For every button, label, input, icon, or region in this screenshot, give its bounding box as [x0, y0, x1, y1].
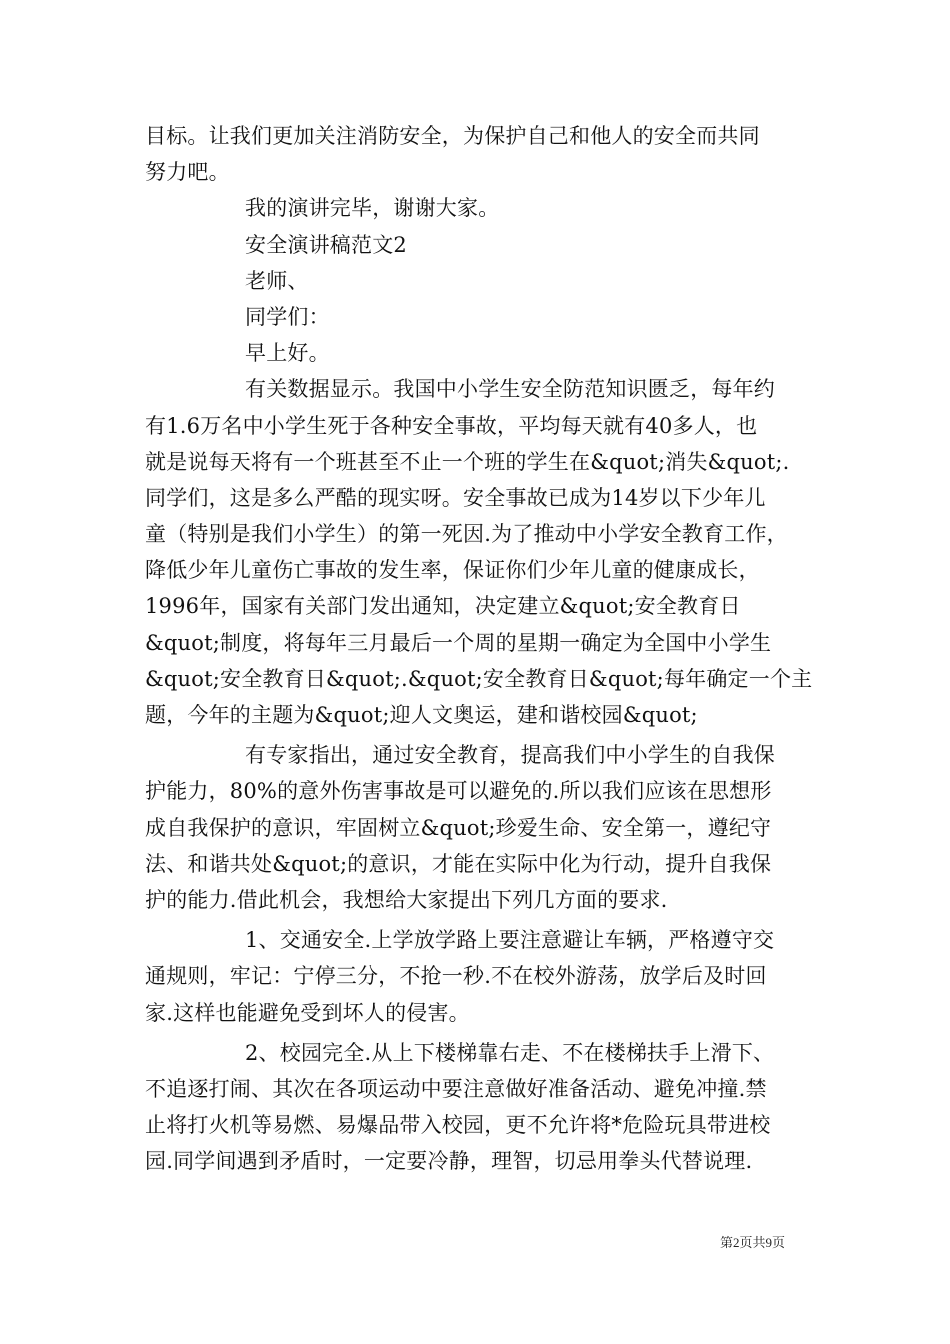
- paragraph-start: 有专家指出，通过安全教育，提高我们中小学生的自我保: [245, 743, 775, 768]
- text-line: 止将打火机等易燃、易爆品带入校园，更不允许将*危险玩具带进校: [145, 1113, 771, 1138]
- text-line: 成自我保护的意识，牢固树立&quot;珍爱生命、安全第一，遵纪守: [145, 815, 772, 840]
- text-line: 同学们，这是多么严酷的现实呀。安全事故已成为14岁以下少年儿: [145, 485, 766, 510]
- text-line: 降低少年儿童伤亡事故的发生率，保证你们少年儿童的健康成长，: [145, 558, 760, 583]
- page-number: 第2页共9页: [720, 1235, 786, 1250]
- text-line: 园.同学间遇到矛盾时，一定要冷静，理智，切忌用拳头代替说理.: [145, 1149, 753, 1174]
- text-line: 就是说每天将有一个班甚至不止一个班的学生在&quot;消失&quot;.: [145, 449, 790, 474]
- paragraph-start: 1、交通安全.上学放学路上要注意避让车辆，严格遵守交: [245, 928, 775, 953]
- closing-line: 我的演讲完毕，谢谢大家。: [245, 196, 500, 221]
- text-line: 目标。让我们更加关注消防安全，为保护自己和他人的安全而共同: [145, 124, 760, 148]
- text-line: 题，今年的主题为&quot;迎人文奥运，建和谐校园&quot;: [145, 703, 698, 727]
- text-line: 1996年，国家有关部门发出通知，决定建立&quot;安全教育日: [145, 594, 741, 619]
- text-line: 努力吧。: [145, 160, 230, 185]
- section-title: 安全演讲稿范文2: [245, 232, 407, 257]
- text-line: 护能力，80%的意外伤害事故是可以避免的.所以我们应该在思想形: [145, 779, 772, 804]
- text-line: &quot;安全教育日&quot;.&quot;安全教育日&quot;每年确定一个主: [145, 666, 813, 691]
- text-line: &quot;制度，将每年三月最后一个周的星期一确定为全国中小学生: [145, 630, 772, 655]
- text-line: 有1.6万名中小学生死于各种安全事故，平均每天就有40多人，也: [145, 413, 758, 438]
- document-body: [145, 118, 813, 1179]
- text-line: 通规则，牢记：宁停三分，不抢一秒.不在校外游荡，放学后及时回: [145, 964, 767, 989]
- paragraph-start: 2、校园完全.从上下楼梯靠右走、不在楼梯扶手上滑下、: [245, 1040, 775, 1065]
- salutation-line: 老师、: [245, 268, 309, 293]
- text-line: 法、和谐共处&quot;的意识，才能在实际中化为行动，提升自我保: [145, 851, 772, 876]
- greeting-line: 早上好。: [245, 341, 330, 366]
- text-line: 不追逐打闹、其次在各项运动中要注意做好准备活动、避免冲撞.禁: [145, 1076, 767, 1101]
- text-line: 护的能力.借此机会，我想给大家提出下列几方面的要求.: [145, 887, 668, 912]
- text-line: 家.这样也能避免受到坏人的侵害。: [145, 1000, 470, 1025]
- salutation-line: 同学们：: [245, 304, 330, 329]
- paragraph-start: 有关数据显示。我国中小学生安全防范知识匮乏，每年约: [245, 377, 775, 402]
- text-line: 童（特别是我们小学生）的第一死因.为了推动中小学安全教育工作，: [145, 522, 788, 547]
